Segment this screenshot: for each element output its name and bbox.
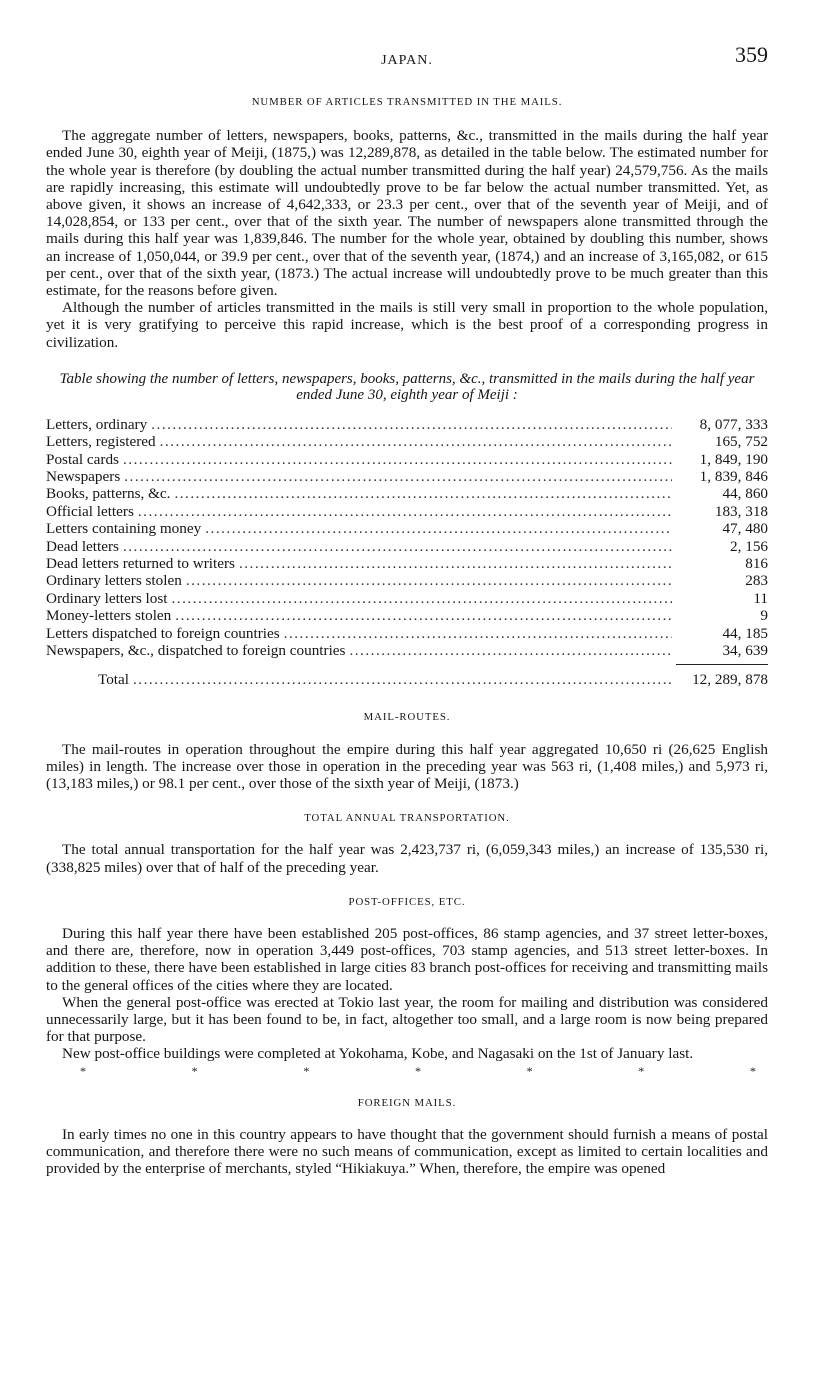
row-label: Letters, registered xyxy=(46,433,156,451)
paragraph: Although the number of articles transmitted in the mails is still very small in proportion to the whole population, yet it is very gratifying to perceive this rapid increase, which is the best proof of a corresponding progress in civilization. xyxy=(46,299,768,351)
dot-leader xyxy=(124,468,672,485)
table-row xyxy=(46,451,768,468)
table-row xyxy=(46,590,768,607)
dot-leader xyxy=(175,607,672,624)
dot-leader xyxy=(138,503,672,520)
asterism xyxy=(46,1065,768,1077)
paragraph: The mail-routes in operation throughout the empire during this half year aggregated 10,650 ri (26,625 English miles) in length. The increase over those in operation in the preceding year was 563 ri, (1,408 miles,) and 5,973 ri, (13,183 miles,) or 98.1 per cent., over those of the sixth year of Meiji, (1873.) xyxy=(46,740,768,792)
paragraph: During this half year there have been established 205 post-offices, 86 stamp agencies, and 37 street letter-boxes, and there are, therefore, now in operation 3,449 post-offices, 703 stamp agencies, and 513 street letter-boxes. In addition to these, there have been established in large cities 83 branch post-offices for receiving and transmitting mails to the general offices of the cities where they are located. xyxy=(46,924,768,994)
table-row xyxy=(46,642,768,659)
table-row xyxy=(46,625,768,642)
table-row xyxy=(46,607,768,624)
row-label: Ordinary letters lost xyxy=(46,589,168,607)
section-heading-articles: NUMBER OF ARTICLES TRANSMITTED IN THE MAILS. xyxy=(251,96,563,108)
running-title: JAPAN. xyxy=(381,53,433,68)
dot-leader xyxy=(239,555,672,572)
section-heading-transportation: TOTAL ANNUAL TRANSPORTATION. xyxy=(304,812,510,825)
section-heading-foreign-mails: FOREIGN MAILS. xyxy=(357,1096,457,1109)
dot-leader xyxy=(160,433,672,450)
row-value: 44, 185 xyxy=(722,624,768,642)
table-caption: Table showing the number of letters, newspapers, books, patterns, &c., transmitted in the mails during the half year ended June 30, eighth year of Meiji : xyxy=(59,370,755,404)
dot-leader xyxy=(133,671,672,688)
total-label: Total xyxy=(98,671,129,689)
row-value: 9 xyxy=(760,607,768,625)
paragraph: In early times no one in this country appears to have thought that the government should furnish a means of postal communication, and therefore there were no such means of communication, except as limited to certain localities and provided by the enterprise of merchants, styled “Hikiakuya.” When, therefore, the empire was opened xyxy=(46,1125,768,1178)
dot-leader xyxy=(284,625,672,642)
row-value: 2, 156 xyxy=(730,537,768,555)
row-label: Dead letters returned to writers xyxy=(46,554,235,572)
star-mark: * xyxy=(80,1063,86,1078)
table-row xyxy=(46,555,768,572)
row-value: 1, 839, 846 xyxy=(699,468,768,486)
row-label: Newspapers, &c., dispatched to foreign countries xyxy=(46,641,346,659)
star-mark: * xyxy=(303,1063,310,1078)
paragraph: When the general post-office was erected at Tokio last year, the room for mailing and distribution was considered unnecessarily large, but it has been found to be, in fact, altogether too small, and a large room is now being prepared for that purpose. xyxy=(46,993,768,1046)
section-heading-post-offices: POST-OFFICES, ETC. xyxy=(348,895,466,908)
dot-leader xyxy=(186,572,672,589)
table-row xyxy=(46,433,768,450)
dot-leader xyxy=(123,538,672,555)
table-row xyxy=(46,520,768,537)
row-value: 165, 752 xyxy=(714,433,768,451)
row-value: 44, 860 xyxy=(722,485,768,503)
paragraph: New post-office buildings were completed at Yokohama, Kobe, and Nagasaki on the 1st of January last. xyxy=(62,1045,694,1063)
articles-table xyxy=(46,416,768,691)
table-row xyxy=(46,572,768,589)
row-label: Letters containing money xyxy=(46,520,202,538)
dot-leader xyxy=(151,416,672,433)
star-mark: * xyxy=(638,1063,645,1078)
table-row xyxy=(46,503,768,520)
running-head xyxy=(46,44,768,72)
document-page xyxy=(46,44,768,1177)
row-label: Official letters xyxy=(46,502,134,520)
dot-leader xyxy=(174,485,672,502)
page-number: 359 xyxy=(735,42,768,67)
table-row xyxy=(46,468,768,485)
star-mark: * xyxy=(749,1063,756,1078)
paragraph: The total annual transportation for the half year was 2,423,737 ri, (6,059,343 miles,) an increase of 135,530 ri, (338,825 miles) over that of half of the preceding year. xyxy=(46,841,768,876)
row-value: 816 xyxy=(745,554,768,572)
row-value: 47, 480 xyxy=(722,520,768,538)
row-value: 8, 077, 333 xyxy=(699,415,768,433)
star-mark: * xyxy=(526,1063,533,1078)
star-mark: * xyxy=(191,1063,198,1078)
dot-leader xyxy=(123,451,672,468)
row-label: Books, patterns, &c. xyxy=(46,485,171,503)
row-label: Letters dispatched to foreign countries xyxy=(46,624,280,642)
paragraph: The aggregate number of letters, newspapers, books, patterns, &c., transmitted in the mails during the half year ended June 30, eighth year of Meiji, (1875,) was 12,289,878, as detailed in the table below. The estimated number for the whole year is therefore (by doubling the actual number transmitted during the half year) 24,579,756. As the mails are rapidly increasing, this estimate will undoubtedly prove to be far below the actual number transmitted. Yet, as above given, it shows an increase of 4,642,333, or 23.3 per cent., over that of the seventh year of Meiji, and of 14,028,854, or 133 per cent., over that of the sixth year. The number of newspapers alone transmitted through the mails during this half year was 1,839,846. The number for the whole year, obtained by doubling this number, shows an increase of 1,050,044, or 39.9 per cent., over that of the seventh year, (1874,) and an increase of 3,165,082, or 615 per cent., over that of the sixth year, (1873.) The actual increase will undoubtedly prove to be much greater than this estimate, for the reasons before given. xyxy=(46,127,768,300)
dot-leader xyxy=(349,642,672,659)
row-label: Money-letters stolen xyxy=(46,607,172,625)
row-label: Dead letters xyxy=(46,537,119,555)
row-value: 11 xyxy=(753,589,768,607)
dot-leader xyxy=(205,520,672,537)
total-value: 12, 289, 878 xyxy=(692,671,768,689)
row-label: Newspapers xyxy=(46,468,121,486)
sum-rule-row xyxy=(46,664,768,665)
table-row xyxy=(46,416,768,433)
table-row xyxy=(46,538,768,555)
table-row xyxy=(46,485,768,502)
row-label: Ordinary letters stolen xyxy=(46,572,182,590)
sum-rule xyxy=(676,664,768,665)
dot-leader xyxy=(171,590,672,607)
row-label: Letters, ordinary xyxy=(46,415,148,433)
row-label: Postal cards xyxy=(46,450,119,468)
row-value: 1, 849, 190 xyxy=(699,450,768,468)
total-row xyxy=(46,671,768,691)
row-value: 34, 639 xyxy=(722,641,768,659)
row-value: 283 xyxy=(745,572,768,590)
star-mark: * xyxy=(414,1063,421,1078)
section-heading-mail-routes: MAIL-ROUTES. xyxy=(363,711,451,724)
row-value: 183, 318 xyxy=(714,502,768,520)
